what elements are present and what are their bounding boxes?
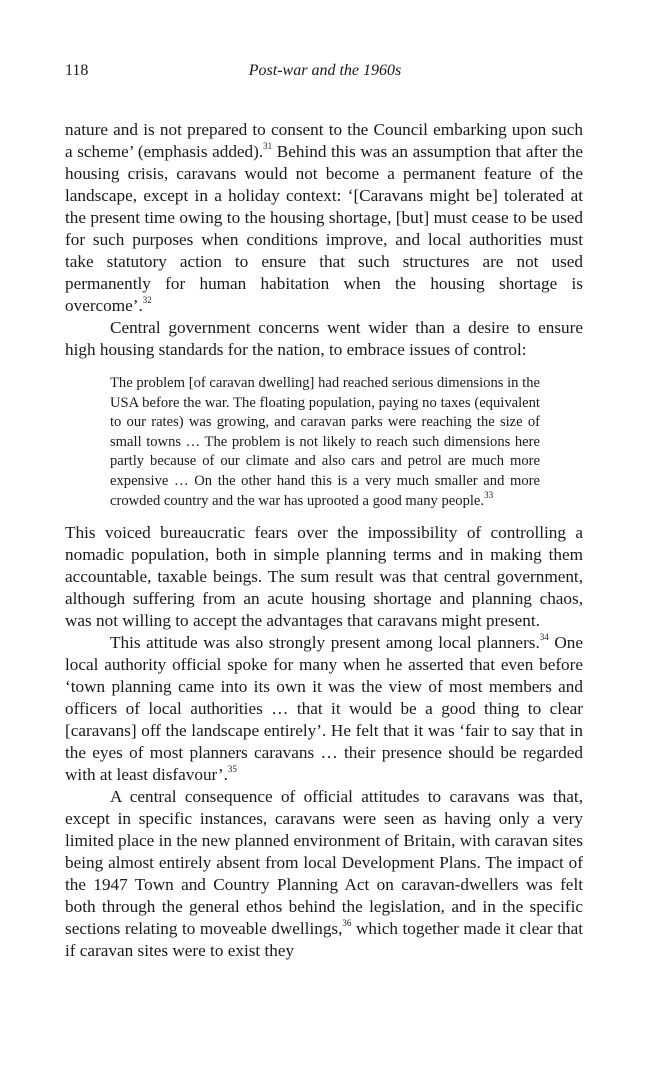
block-quote [110,374,540,511]
body-text [65,119,583,962]
paragraph-4 [65,632,583,786]
paragraph-1-text-b: Behind this was an assumption that after the housing crisis, caravans would not become a permanent feature of the landscape, except in a holiday context: ‘[Caravans might be] tolerated at the present time owing to the housing shortage, [but] must cease to be used for such purposes when conditions improve, and local authorities must take statutory action to ensure that such structures are not used permanently for human habitation when the housing shortage is overcome’. [65,142,583,315]
footnote-ref-31: 31 [263,141,273,152]
paragraph-3-text: This voiced bureaucratic fears over the impossibility of controlling a nomadic population, both in simple planning terms and in making them accountable, taxable beings. The sum result was that central government, although suffering from an acute housing shortage and planning chaos, was not willing to accept the advantages that caravans might present. [65,523,583,631]
paragraph-1-text-a: nature and is not prepared to consent to the Council embarking upon such a scheme’ (emphasis added). [65,120,583,161]
block-quote-text: The problem [of caravan dwelling] had reached serious dimensions in the USA before the war. The floating population, paying no taxes (equivalent to our rates) was growing, and caravan parks were reaching the size of small towns … The problem is not likely to reach such dimensions here partly because of our climate and also cars and petrol are much more expensive … On the other hand this is a very much smaller and more crowded country and the war has uprooted a good many people. [110,375,540,509]
paragraph-2 [65,317,583,361]
footnote-ref-34: 34 [539,632,549,643]
running-head: Post-war and the 1960s [248,62,402,79]
paragraph-5-text-a: A central consequence of official attitudes to caravans was that, except in specific instances, caravans were seen as having only a very limited place in the new planned environment of Britain, with caravan sites being almost entirely absent from local Development Plans. The impact of the 1947 Town and Country Planning Act on caravan-dwellers was felt both through the general ethos behind the legislation, and in the specific sections relating to moveable dwellings, [65,787,583,939]
footnote-ref-36: 36 [342,918,352,929]
paragraph-4-text-a: This attitude was also strongly present among local planners. [110,633,540,653]
page-number: 118 [65,62,89,79]
paragraph-3 [65,522,583,632]
paragraph-4-text-b: One local authority official spoke for many when he asserted that even before ‘town planning came into its own it was the view of most members and officers of local authorities … that it would be a good thing to clear [caravans] off the landscape entirely’. He felt that it was ‘fair to say that in the eyes of most planners caravans … their presence should be regarded with at least disfavour’. [65,633,583,785]
footnote-ref-33: 33 [484,489,494,500]
paragraph-5 [65,786,583,962]
paragraph-2-text: Central government concerns went wider than a desire to ensure high housing standards for the nation, to embrace issues of control: [65,318,583,359]
footnote-ref-32: 32 [142,295,152,306]
footnote-ref-35: 35 [227,764,237,775]
paragraph-5-text-b: which together made it clear that if caravan sites were to exist they [65,919,583,961]
paragraph-1 [65,119,583,317]
